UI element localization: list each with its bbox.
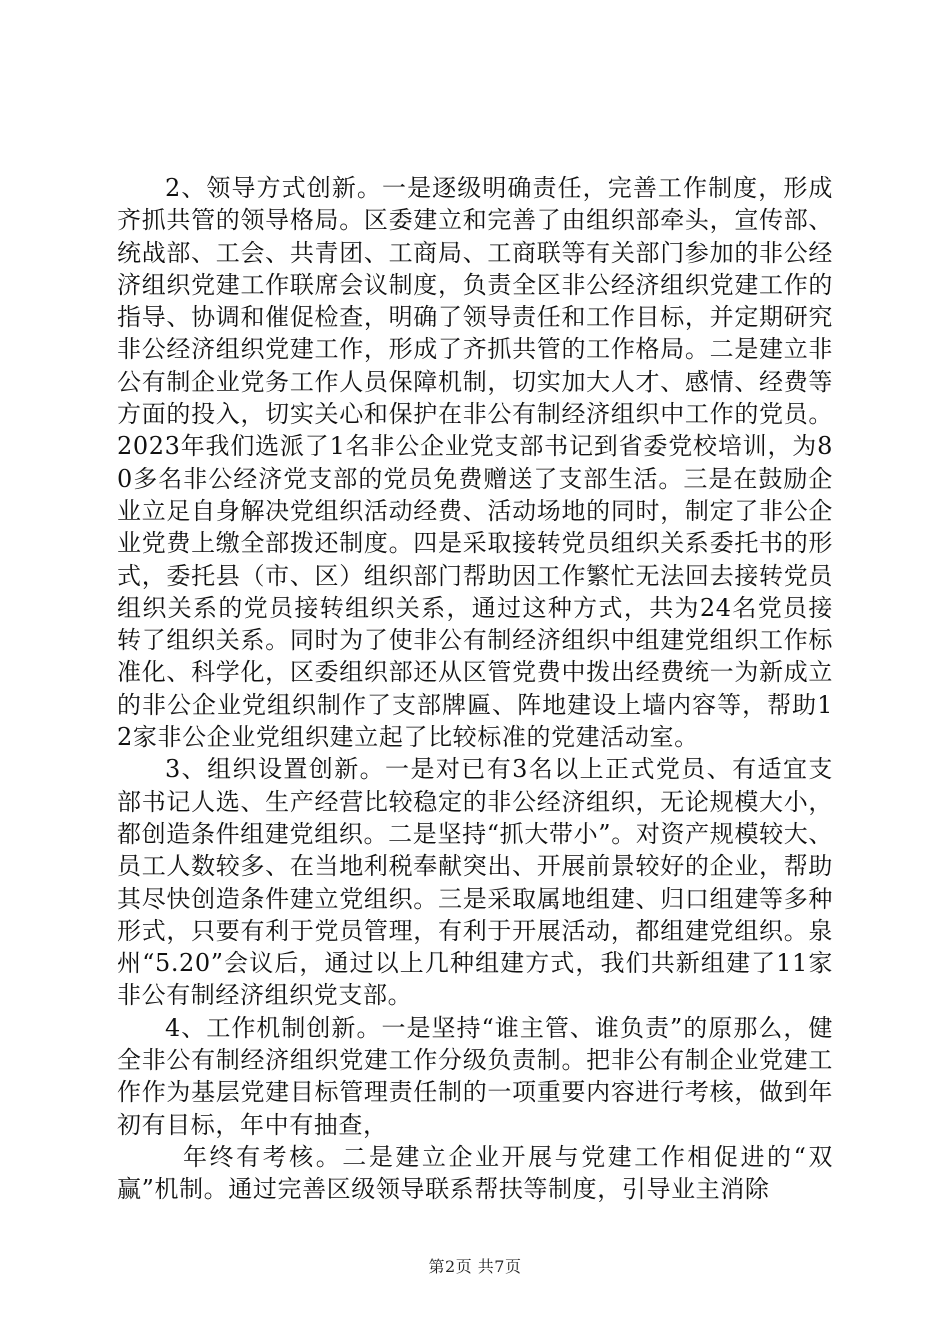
paragraph-organization-innovation: 3、组织设置创新。一是对已有3名以上正式党员、有适宜支部书记人选、生产经营比较稳定的非公经济组织，无论规模大小，都创造条件组建党组织。二是坚持“抓大带小”。对资产规模较大、员工人数较多、在当地利税奉献突出、开展前景较好的企业，帮助其尽快创造条件建立党组织。三是采取属地组建、归口组建等多种形式，只要有利于党员管理，有利于开展活动，都组建党组织。泉州“5.20”会议后，通过以上几种组建方式，我们共新组建了11家非公有制经济组织党支部。 — [117, 755, 833, 1010]
document-body — [117, 172, 833, 1206]
paragraph-continuation: 年终有考核。二是建立企业开展与党建工作相促进的“双赢”机制。通过完善区级领导联系帮扶等制度，引导业主消除 — [117, 1142, 833, 1204]
paragraph-mechanism-innovation: 4、工作机制创新。一是坚持“谁主管、谁负责”的原那么，健全非公有制经济组织党建工作分级负责制。把非公有制企业党建工作作为基层党建目标管理责任制的一项重要内容进行考核，做到年初有目标，年中有抽查， — [117, 1013, 833, 1139]
paragraph-leadership-innovation: 2、领导方式创新。一是逐级明确责任，完善工作制度，形成齐抓共管的领导格局。区委建立和完善了由组织部牵头，宣传部、统战部、工会、共青团、工商局、工商联等有关部门参加的非公经济组织党建工作联席会议制度，负责全区非公经济组织党建工作的指导、协调和催促检查，明确了领导责任和工作目标，并定期研究非公经济组织党建工作，形成了齐抓共管的工作格局。二是建立非公有制企业党务工作人员保障机制，切实加大人才、感情、经费等方面的投入，切实关心和保护在非公有制经济组织中工作的党员。2023年我们选派了1名非公企业党支部书记到省委党校培训，为80多名非公经济党支部的党员免费赠送了支部生活。三是在鼓励企业立足自身解决党组织活动经费、活动场地的同时，制定了非公企业党费上缴全部拨还制度。四是采取接转党员组织关系委托书的形式，委托县（市、区）组织部门帮助因工作繁忙无法回去接转党员组织关系的党员接转组织关系，通过这种方式，共为24名党员接转了组织关系。同时为了使非公有制经济组织中组建党组织工作标准化、科学化，区委组织部还从区管党费中拨出经费统一为新成立的非公企业党组织制作了支部牌匾、阵地建设上墙内容等，帮助12家非公企业党组织建立起了比较标准的党建活动室。 — [117, 174, 833, 752]
page-number-footer: 第2页 共7页 — [428, 1257, 522, 1276]
